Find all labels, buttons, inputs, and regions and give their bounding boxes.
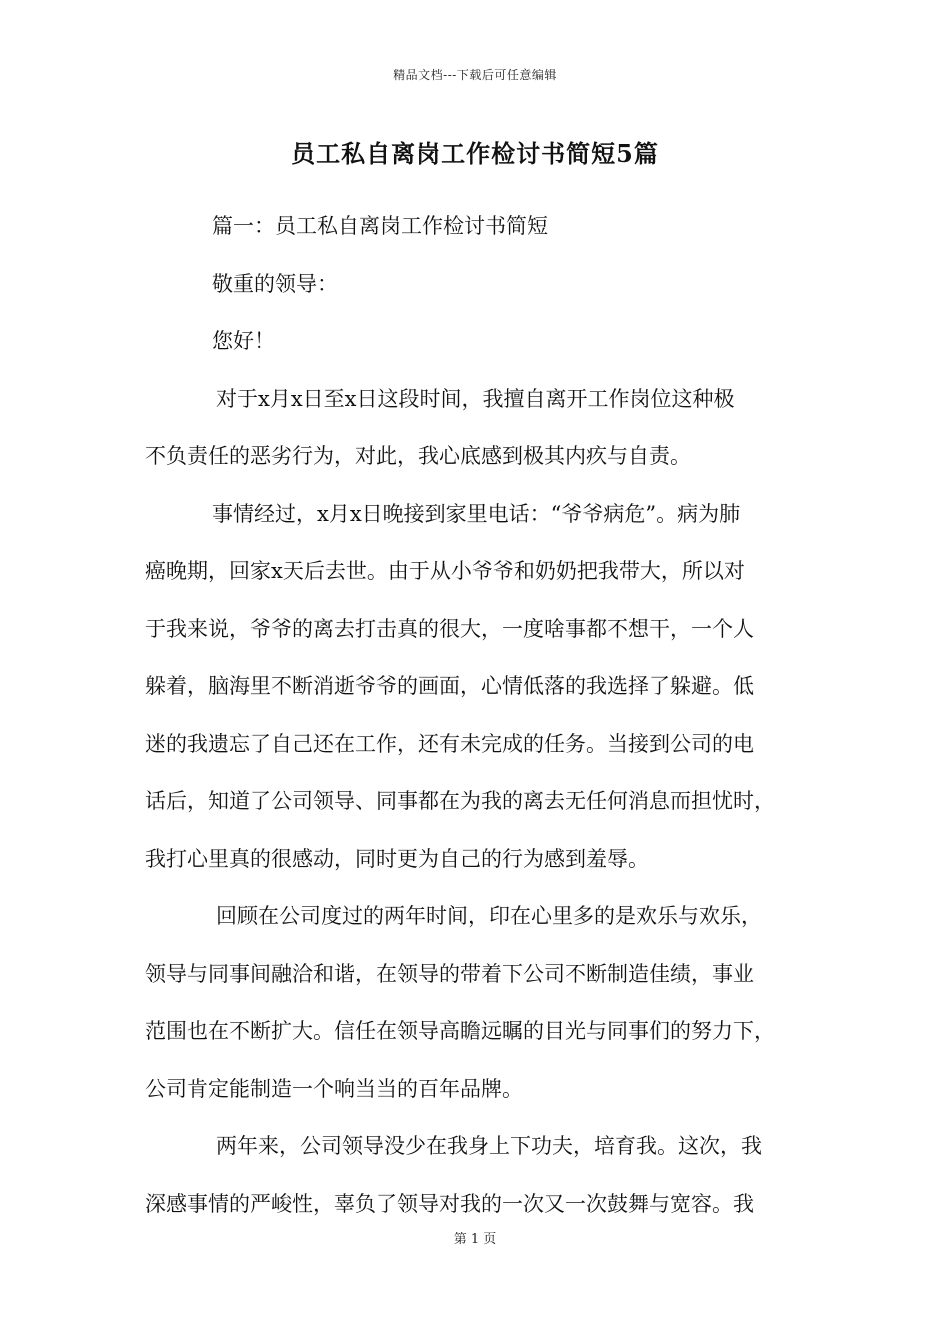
paragraph-line: 我打心里真的很感动，同时更为自己的行为感到羞辱。	[145, 846, 649, 871]
document-body	[145, 198, 810, 1233]
paragraph-line: 不负责任的恶劣行为，对此，我心底感到极其内疚与自责。	[145, 444, 691, 468]
paragraph-line: 躲着，脑海里不断消逝爷爷的画面，心情低落的我选择了躲避。低	[145, 674, 754, 698]
paragraph-line: 深感事情的严峻性，辜负了领导对我的一次又一次鼓舞与宽容。我	[145, 1191, 754, 1216]
paragraph-line: 领导与同事间融洽和谐，在领导的带着下公司不断制造佳绩，事业	[145, 961, 754, 986]
greeting: 您好！	[212, 329, 275, 353]
document-title: 员工私自离岗工作检讨书简短5篇	[291, 139, 659, 168]
page-number: 第 1 页	[453, 1232, 497, 1247]
paragraph-line: 迷的我遗忘了自己还在工作，还有未完成的任务。当接到公司的电	[145, 731, 754, 756]
paragraph-line: 事情经过，x月x日晚接到家里电话：“爷爷病危”。病为肺	[212, 501, 741, 526]
paragraph-line: 癌晚期，回家x天后去世。由于从小爷爷和奶奶把我带大，所以对	[145, 559, 745, 583]
paragraph-line: 两年来，公司领导没少在我身上下功夫，培育我。这次，我	[216, 1134, 762, 1158]
section-heading: 篇一：员工私自离岗工作检讨书简短	[212, 214, 548, 238]
paragraph-line: 于我来说，爷爷的离去打击真的很大，一度啥事都不想干，一个人	[145, 616, 754, 641]
paragraph-line: 话后，知道了公司领导、同事都在为我的离去无任何消息而担忧时，	[145, 789, 775, 813]
paragraph-line: 对于x月x日至x日这段时间，我擅自离开工作岗位这种极	[216, 386, 735, 411]
page-header: 精品文档---下载后可任意编辑	[393, 68, 557, 82]
paragraph-line: 回顾在公司度过的两年时间，印在心里多的是欢乐与欢乐，	[216, 904, 762, 928]
paragraph-line: 公司肯定能制造一个响当当的百年品牌。	[145, 1076, 523, 1101]
salutation: 敬重的领导：	[212, 271, 338, 296]
paragraph-line: 范围也在不断扩大。信任在领导高瞻远瞩的目光与同事们的努力下，	[145, 1019, 775, 1043]
